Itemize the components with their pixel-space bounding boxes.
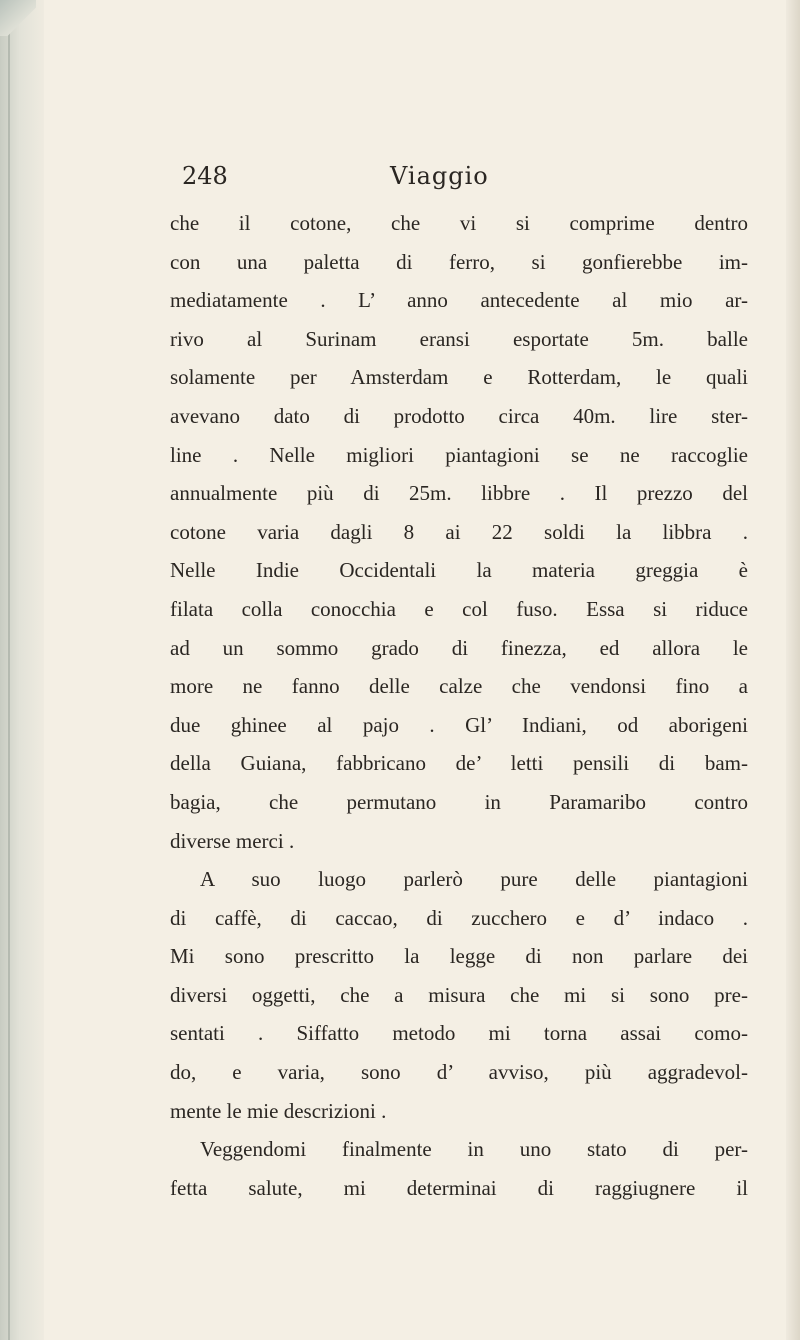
running-title: Viaggio (390, 162, 489, 190)
text-line: ad un sommo grado di finezza, ed allora le (170, 635, 748, 660)
page-body-text (170, 204, 770, 1207)
text-line: A suo luogo parlerò pure delle piantagioni (200, 867, 748, 892)
text-line: Veggendomi finalmente in uno stato di per- (200, 1137, 748, 1162)
text-line: che il cotone, che vi si comprime dentro (170, 211, 748, 235)
page-header (170, 162, 770, 204)
book-page (170, 162, 770, 1207)
text-line: solamente per Amsterdam e Rotterdam, le quali (170, 365, 748, 390)
text-line: fetta salute, mi determinai di raggiugnere il (170, 1175, 748, 1200)
text-line: diverse merci . (170, 828, 295, 853)
text-line: rivo al Surinam eransi esportate 5m. balle (170, 326, 748, 351)
text-line: line . Nelle migliori piantagioni se ne raccoglie (170, 442, 748, 467)
text-line: Mi sono prescritto la legge di non parlare dei (170, 944, 748, 969)
text-line: more ne fanno delle calze che vendonsi fino a (170, 674, 748, 699)
text-line: bagia, che permutano in Paramaribo contro (170, 789, 748, 814)
text-line: sentati . Siffatto metodo mi torna assai como- (170, 1021, 748, 1046)
text-line: avevano dato di prodotto circa 40m. lire ster- (170, 403, 748, 428)
text-line: diversi oggetti, che a misura che mi si sono pre- (170, 982, 748, 1007)
text-line: cotone varia dagli 8 ai 22 soldi la libbra . (170, 519, 748, 544)
text-line: con una paletta di ferro, si gonfierebbe im- (170, 249, 748, 274)
text-line: Nelle Indie Occidentali la materia greggia è (170, 558, 748, 583)
text-line: mente le mie descrizioni . (170, 1098, 387, 1123)
text-line: mediatamente . L’ anno antecedente al mio ar- (170, 288, 748, 313)
text-line: filata colla conocchia e col fuso. Essa si riduce (170, 596, 748, 621)
page-right-edge (786, 0, 800, 1340)
text-line: annualmente più di 25m. libbre . Il prezzo del (170, 481, 748, 506)
book-binding-edge (0, 0, 44, 1340)
binding-crease (8, 0, 10, 1340)
page-number: 248 (182, 162, 228, 190)
text-line: di caffè, di caccao, di zucchero e d’ indaco . (170, 905, 748, 930)
text-line: della Guiana, fabbricano de’ letti pensili di bam- (170, 751, 748, 776)
text-line: do, e varia, sono d’ avviso, più aggradevol- (170, 1060, 748, 1085)
page-corner-fold (0, 0, 36, 36)
text-line: due ghinee al pajo . Gl’ Indiani, od aborigeni (170, 712, 748, 737)
